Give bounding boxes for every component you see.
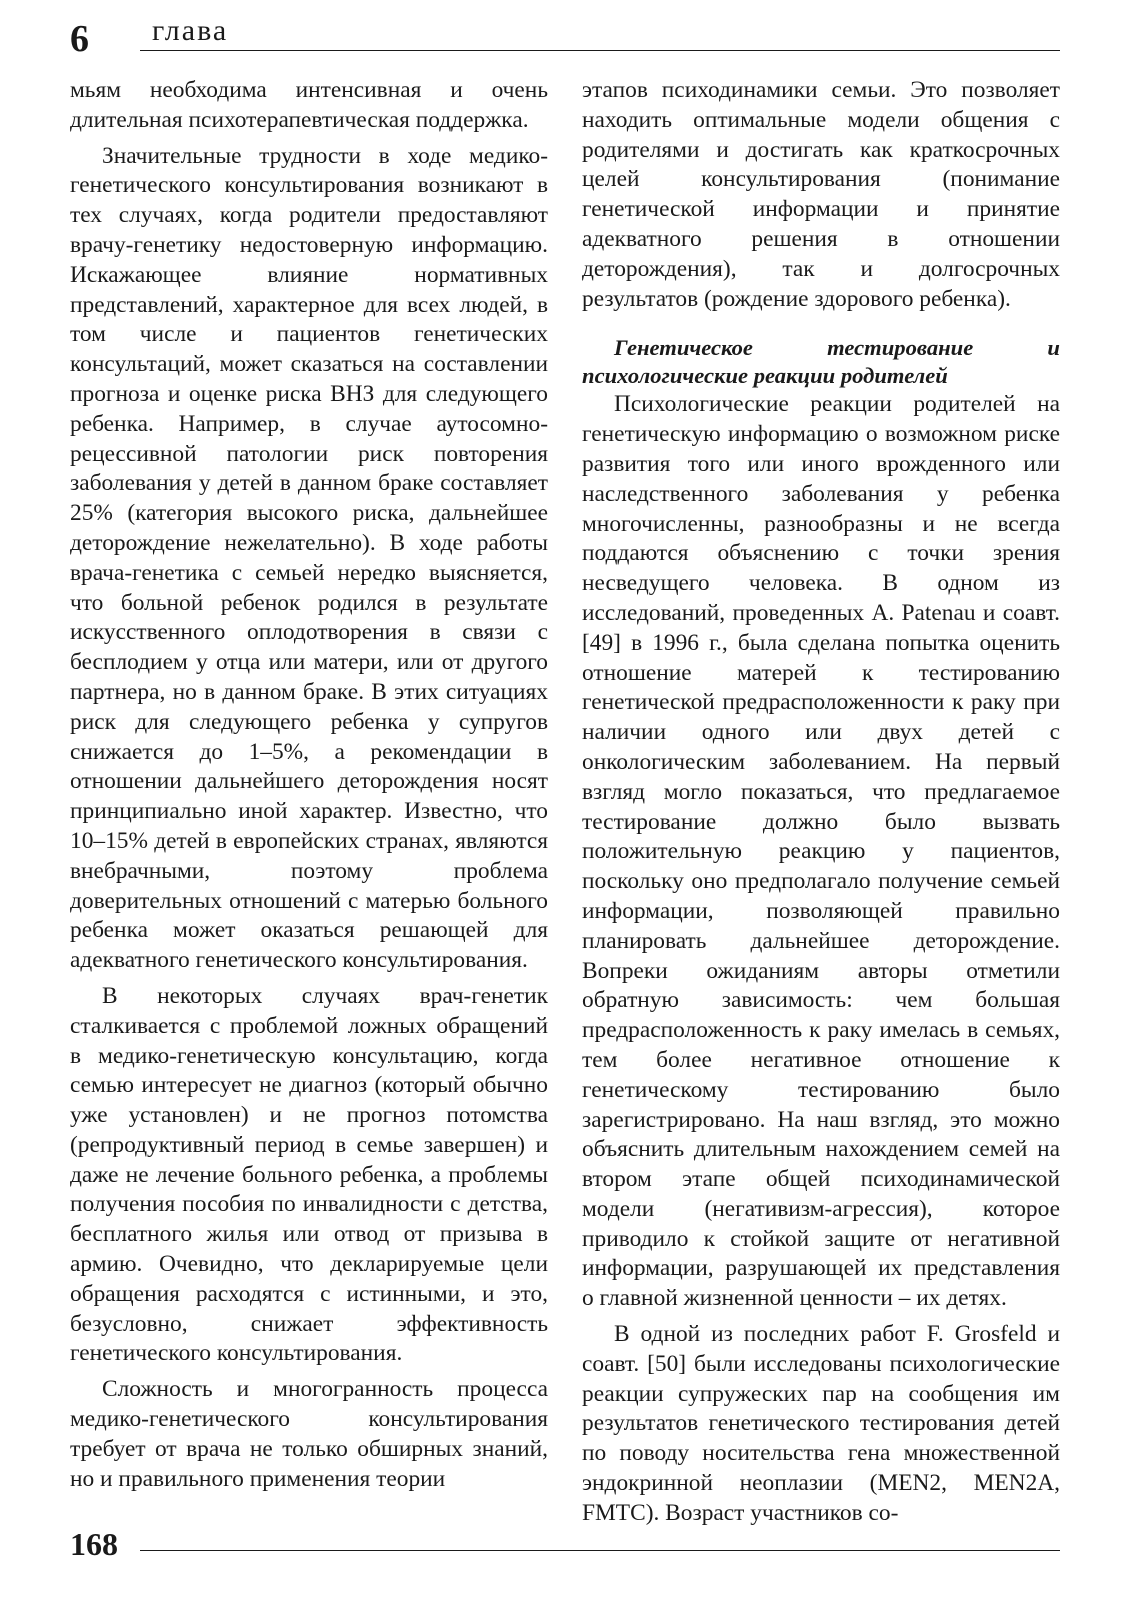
section-subheading: Генетическое тестирование и психологические реакции родителей <box>582 335 1060 389</box>
footer-rule <box>140 1550 1060 1551</box>
page-number: 168 <box>70 1526 118 1562</box>
chapter-heading: глава <box>152 14 229 47</box>
paragraph: Сложность и многогранность процесса медико-генетического консультирования требует от врача не только обширных знаний, но и правильного применения теории <box>70 1376 548 1492</box>
left-column <box>70 76 548 1500</box>
paragraph: Значительные трудности в ходе медико-генетического консультирования возникают в тех случаях, когда родители предоставляют врачу-генетику недостоверную информацию. Искажающее влияние нормативных представлений, характерное для всех людей, в том числе и пациентов генетических консультаций, может сказаться на составлении прогноза и оценке риска ВНЗ для следующего ребенка. Например, в случае аутосомно-рецессивной патологии риск повторения заболевания у детей в данном браке составляет 25% (категория высокого риска, дальнейшее деторождение нежелательно). В ходе работы врача-генетика с семьей нередко выясняется, что больной ребенок родился в результате искусственного оплодотворения в связи с бесплодием у отца или матери, или от другого партнера, но в данном браке. В этих ситуациях риск для следующего ребенка у супругов снижается до 1–5%, а рекомендации в отношении дальнейшего деторождения носят принципиально иной характер. Известно, что 10–15% детей в европейских странах, являются внебрачными, поэтому проблема доверительных отношений с матерью больного ребенка может оказаться решающей для адекватного генетического консультирования. <box>70 142 548 974</box>
paragraph: этапов психодинамики семьи. Это позволяет находить оптимальные модели общения с родителями и достигать как краткосрочных целей консультирования (понимание генетической информации и принятие адекватного решения в отношении деторождения), так и долгосрочных результатов (рождение здорового ребенка). <box>582 77 1060 312</box>
paragraph: мьям необходима интенсивная и очень длительная психотерапевтическая поддержка. <box>70 77 548 133</box>
paragraph: Психологические реакции родителей на генетическую информацию о возможном риске развития того или иного врожденного или наследственного заболевания у ребенка многочисленны, разнообразны и не всегда поддаются объяснению с точки зрения несведущего человека. В одном из исследований, проведенных A. Patenau и соавт. [49] в 1996 г., была сделана попытка оценить отношение матерей к тестированию генетической предрасположенности к раку при наличии одного или двух детей с онкологическим заболеванием. На первый взгляд могло показаться, что предлагаемое тестирование должно было вызвать положительную реакцию у пациентов, поскольку оно предполагало получение семьей информации, позволяющей правильно планировать дальнейшее деторождение. Вопреки ожиданиям авторы отметили обратную зависимость: чем большая предрасположенность к раку имелась в семьях, тем более негативное отношение к генетическому тестированию было зарегистрировано. На наш взгляд, это можно объяснить длительным нахождением семей на втором этапе общей психодинамической модели (негативизм-агрессия), которое приводило к стойкой защите от негативной информации, разрушающей их представления о главной жизненной ценности – их детях. <box>582 391 1060 1312</box>
chapter-number: 6 <box>70 18 89 60</box>
header-rule <box>140 50 1060 51</box>
paragraph: В некоторых случаях врач-генетик сталкивается с проблемой ложных обращений в медико-генетическую консультацию, когда семью интересует не диагноз (который обычно уже установлен) и не прогноз потомства (репродуктивный период в семье завершен) и даже не лечение больного ребенка, а проблемы получения пособия по инвалидности с детства, бесплатного жилья или отвод от призыва в армию. Очевидно, что декларируемые цели обращения расходятся с истинными, и это, безусловно, снижает эффективность генетического консультирования. <box>70 982 548 1367</box>
right-column <box>582 76 1060 1535</box>
paragraph: В одной из последних работ F. Grosfeld и соавт. [50] были исследованы психологические реакции супружеских пар на сообщения им результатов генетического тестирования детей по поводу носительства гена множественной эндокринной неоплазии (MEN2, MEN2A, FMTC). Возраст участников со- <box>582 1321 1060 1526</box>
